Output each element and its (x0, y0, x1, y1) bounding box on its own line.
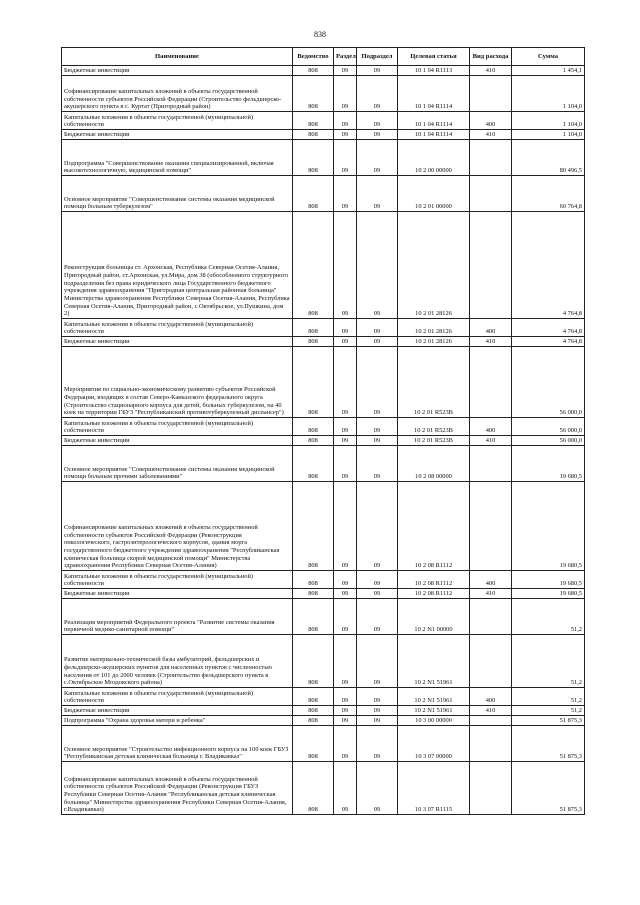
table-row (62, 589, 585, 599)
cell-podr: 09 (357, 446, 398, 482)
cell-razd: 09 (334, 635, 357, 688)
cell-cel: 10 1 04 R1114 (398, 130, 470, 140)
cell-razd: 09 (334, 571, 357, 589)
cell-sum: 1 104,0 (512, 112, 585, 130)
cell-sum: 51,2 (512, 706, 585, 716)
cell-name: Бюджетные инвестиции (62, 130, 293, 140)
cell-razd: 09 (334, 482, 357, 571)
table-row (62, 635, 585, 688)
cell-sum: 51 875,3 (512, 716, 585, 726)
table-row (62, 66, 585, 76)
cell-sum: 51 875,3 (512, 762, 585, 815)
cell-ved: 808 (293, 482, 334, 571)
cell-razd: 09 (334, 347, 357, 418)
cell-cel: 10 2 00 00000 (398, 140, 470, 176)
cell-ved: 808 (293, 599, 334, 635)
cell-podr: 09 (357, 599, 398, 635)
cell-vid (470, 599, 512, 635)
table-row (62, 599, 585, 635)
cell-podr: 09 (357, 635, 398, 688)
cell-vid: 410 (470, 337, 512, 347)
cell-name: Бюджетные инвестиции (62, 589, 293, 599)
cell-razd: 09 (334, 446, 357, 482)
cell-vid (470, 176, 512, 212)
cell-ved: 808 (293, 66, 334, 76)
cell-name: Основное мероприятие "Совершенствование системы оказания медицинской помощи больным прочими заболеваниями" (62, 446, 293, 482)
table-row (62, 726, 585, 762)
cell-name: Бюджетные инвестиции (62, 436, 293, 446)
cell-sum: 51,2 (512, 688, 585, 706)
table-row (62, 436, 585, 446)
cell-vid: 410 (470, 66, 512, 76)
cell-name: Софинансирование капитальных вложений в объекты государственной собственности субъектов Российской Федерации (Реконструкция онкологического, гастроэнтерологического корпусов, здания морга государственного бюджетного учреждения здравоохранения "Республиканская клиническая больница скорой медицинской помощи" Министерства здравоохранения Республики Северная Осетия-Алания) (62, 482, 293, 571)
cell-name: Подпрограмма "Совершенствование оказания специализированной, включая высокотехнологичную, медицинской помощи" (62, 140, 293, 176)
budget-table (61, 47, 585, 815)
cell-name: Капитальные вложения в объекты государственной (муниципальной) собственности (62, 688, 293, 706)
table-row (62, 688, 585, 706)
cell-razd: 09 (334, 130, 357, 140)
cell-vid: 400 (470, 319, 512, 337)
cell-razd: 09 (334, 589, 357, 599)
cell-cel: 10 3 00 00000 (398, 716, 470, 726)
header-name: Наименование (62, 48, 293, 66)
cell-cel: 10 2 01 R523В (398, 418, 470, 436)
cell-sum: 1 104,0 (512, 76, 585, 112)
cell-name: Основное мероприятие "Строительство инфекционного корпуса на 100 коек ГБУЗ "Республиканская детская клиническая больница г. Владикавказ" (62, 726, 293, 762)
cell-cel: 10 2 08 R1112 (398, 482, 470, 571)
cell-name: Реализация мероприятий Федерального проекта "Развитие системы оказания первичной медико-санитарной помощи" (62, 599, 293, 635)
table-row (62, 706, 585, 716)
cell-ved: 808 (293, 418, 334, 436)
cell-cel: 10 1 04 R1113 (398, 66, 470, 76)
cell-razd: 09 (334, 418, 357, 436)
cell-podr: 09 (357, 418, 398, 436)
table-row (62, 762, 585, 815)
cell-vid (470, 347, 512, 418)
page-number: 838 (314, 30, 326, 39)
cell-razd: 09 (334, 112, 357, 130)
cell-cel: 10 3 07 00000 (398, 726, 470, 762)
cell-ved: 808 (293, 688, 334, 706)
table-row (62, 337, 585, 347)
cell-ved: 808 (293, 176, 334, 212)
cell-vid (470, 635, 512, 688)
header-cel: Целевая статья (398, 48, 470, 66)
table-row (62, 716, 585, 726)
cell-name: Капитальные вложения в объекты государственной (муниципальной) собственности (62, 112, 293, 130)
cell-podr: 09 (357, 76, 398, 112)
cell-podr: 09 (357, 589, 398, 599)
cell-ved: 808 (293, 347, 334, 418)
cell-cel: 10 2 N1 51961 (398, 688, 470, 706)
header-sum: Сумма (512, 48, 585, 66)
cell-podr: 09 (357, 482, 398, 571)
cell-sum: 19 680,5 (512, 446, 585, 482)
cell-razd: 09 (334, 337, 357, 347)
cell-podr: 09 (357, 706, 398, 716)
cell-podr: 09 (357, 140, 398, 176)
cell-podr: 09 (357, 319, 398, 337)
cell-podr: 09 (357, 726, 398, 762)
cell-cel: 10 2 01 R523В (398, 347, 470, 418)
cell-ved: 808 (293, 76, 334, 112)
header-podr: Подраздел (357, 48, 398, 66)
cell-name: Капитальные вложения в объекты государственной (муниципальной) собственности (62, 571, 293, 589)
cell-podr: 09 (357, 66, 398, 76)
cell-name: Капитальные вложения в объекты государственной (муниципальной) собственности (62, 319, 293, 337)
cell-cel: 10 3 07 R1115 (398, 762, 470, 815)
header-vid: Вид расхода (470, 48, 512, 66)
cell-sum: 19 680,5 (512, 571, 585, 589)
cell-vid (470, 482, 512, 571)
cell-sum: 51,2 (512, 599, 585, 635)
cell-sum: 4 764,8 (512, 337, 585, 347)
header-razd: Раздел (334, 48, 357, 66)
cell-cel: 10 2 08 00000 (398, 446, 470, 482)
cell-vid (470, 716, 512, 726)
cell-vid (470, 762, 512, 815)
cell-sum: 56 000,0 (512, 418, 585, 436)
cell-cel: 10 2 N1 51961 (398, 706, 470, 716)
cell-name: Софинансирование капитальных вложений в объекты государственной собственности субъектов Российской Федерации (Строительство фельдшерско-акушерского пункта в с. Куртат (Пригородный район) (62, 76, 293, 112)
cell-ved: 808 (293, 319, 334, 337)
cell-razd: 09 (334, 688, 357, 706)
table-row (62, 482, 585, 571)
cell-razd: 09 (334, 599, 357, 635)
cell-name: Софинансирование капитальных вложений в объекты государственной собственности субъектов Российской Федерации (Реконструкция ГБУЗ Республики Северная Осетия-Алания "Республиканская детская клиническая больница" Министерства здравоохранения Республики Северная Осетия-Алания, г.Владикавказ) (62, 762, 293, 815)
cell-vid (470, 446, 512, 482)
cell-name: Подпрограмма "Охрана здоровья матери и ребенка" (62, 716, 293, 726)
cell-vid: 410 (470, 436, 512, 446)
cell-podr: 09 (357, 337, 398, 347)
cell-sum: 56 000,0 (512, 436, 585, 446)
cell-sum: 1 454,1 (512, 66, 585, 76)
cell-ved: 808 (293, 762, 334, 815)
cell-razd: 09 (334, 66, 357, 76)
cell-ved: 808 (293, 140, 334, 176)
cell-sum: 4 764,8 (512, 319, 585, 337)
cell-vid: 400 (470, 688, 512, 706)
cell-cel: 10 2 01 28126 (398, 319, 470, 337)
cell-name: Развитие материально-технической базы амбулаторий, фельдшерских и фельдшерско-акушерских пунктов для населенных пунктов с численностью населения от 101 до 2000 человек (Строительство фельдшерского пункта в с.Октябрьское Моздокского района) (62, 635, 293, 688)
cell-podr: 09 (357, 762, 398, 815)
cell-sum: 51,2 (512, 635, 585, 688)
cell-sum: 51 875,3 (512, 726, 585, 762)
table-row (62, 319, 585, 337)
header-ved: Ведомство (293, 48, 334, 66)
cell-ved: 808 (293, 337, 334, 347)
cell-ved: 808 (293, 212, 334, 319)
cell-vid: 410 (470, 706, 512, 716)
cell-razd: 09 (334, 726, 357, 762)
table-body (62, 66, 585, 815)
cell-podr: 09 (357, 688, 398, 706)
cell-ved: 808 (293, 589, 334, 599)
cell-cel: 10 2 01 00000 (398, 176, 470, 212)
cell-ved: 808 (293, 112, 334, 130)
cell-sum: 60 764,8 (512, 176, 585, 212)
cell-podr: 09 (357, 212, 398, 319)
cell-razd: 09 (334, 76, 357, 112)
cell-sum: 56 000,0 (512, 347, 585, 418)
cell-cel: 10 1 04 R1114 (398, 76, 470, 112)
cell-cel: 10 1 04 R1114 (398, 112, 470, 130)
table-row (62, 347, 585, 418)
cell-razd: 09 (334, 212, 357, 319)
table-row (62, 446, 585, 482)
cell-podr: 09 (357, 130, 398, 140)
cell-sum: 19 680,5 (512, 482, 585, 571)
cell-razd: 09 (334, 706, 357, 716)
cell-sum: 1 104,0 (512, 130, 585, 140)
cell-ved: 808 (293, 716, 334, 726)
table-header-row (62, 48, 585, 66)
cell-ved: 808 (293, 635, 334, 688)
cell-vid (470, 212, 512, 319)
cell-podr: 09 (357, 716, 398, 726)
cell-name: Бюджетные инвестиции (62, 66, 293, 76)
cell-name: Бюджетные инвестиции (62, 706, 293, 716)
cell-podr: 09 (357, 571, 398, 589)
cell-vid: 400 (470, 112, 512, 130)
cell-name: Реконструкция больницы ст. Архонская, Республика Северная Осетия-Алания, Пригородный район, ст.Архонская, ул.Мира, дом 38 (обособленного структурного подразделения без права юридического лица Государственного бюджетного учреждения здравоохранения "Пригородная центральная районная больница" Министерства здравоохранения Республики Северная Осетия-Алания, Республика Северная Осетия-Алания, Пригородный район, с.Октябрьское, ул.Пушкина, дом 2) (62, 212, 293, 319)
table-row (62, 212, 585, 319)
cell-name: Мероприятия по социально-экономическому развитию субъектов Российской Федерации, входящих в состав Северо-Кавказского федерального округа (Строительство стационарного корпуса для детей, больных туберкулезом, на 40 коек на территории ГБУЗ "Республиканский противотуберкулезный диспансер") (62, 347, 293, 418)
cell-razd: 09 (334, 762, 357, 815)
cell-podr: 09 (357, 176, 398, 212)
table-row (62, 140, 585, 176)
cell-vid: 400 (470, 571, 512, 589)
cell-cel: 10 2 N1 51961 (398, 635, 470, 688)
cell-ved: 808 (293, 706, 334, 716)
cell-cel: 10 2 08 R1112 (398, 571, 470, 589)
cell-cel: 10 2 08 R1112 (398, 589, 470, 599)
cell-vid: 410 (470, 130, 512, 140)
table-row (62, 176, 585, 212)
cell-podr: 09 (357, 347, 398, 418)
cell-vid: 400 (470, 418, 512, 436)
cell-razd: 09 (334, 436, 357, 446)
cell-name: Бюджетные инвестиции (62, 337, 293, 347)
cell-vid (470, 76, 512, 112)
cell-sum: 4 764,8 (512, 212, 585, 319)
cell-razd: 09 (334, 716, 357, 726)
table-row (62, 418, 585, 436)
cell-sum: 80 496,5 (512, 140, 585, 176)
cell-ved: 808 (293, 130, 334, 140)
cell-cel: 10 2 N1 00000 (398, 599, 470, 635)
cell-cel: 10 2 01 28126 (398, 212, 470, 319)
cell-ved: 808 (293, 571, 334, 589)
table-row (62, 112, 585, 130)
cell-ved: 808 (293, 436, 334, 446)
cell-razd: 09 (334, 319, 357, 337)
cell-ved: 808 (293, 446, 334, 482)
cell-vid (470, 140, 512, 176)
cell-razd: 09 (334, 140, 357, 176)
cell-cel: 10 2 01 28126 (398, 337, 470, 347)
cell-vid (470, 726, 512, 762)
cell-name: Капитальные вложения в объекты государственной (муниципальной) собственности (62, 418, 293, 436)
table-row (62, 76, 585, 112)
cell-podr: 09 (357, 436, 398, 446)
cell-podr: 09 (357, 112, 398, 130)
cell-sum: 19 680,5 (512, 589, 585, 599)
cell-ved: 808 (293, 726, 334, 762)
cell-vid: 410 (470, 589, 512, 599)
table-row (62, 571, 585, 589)
cell-razd: 09 (334, 176, 357, 212)
cell-name: Основное мероприятие "Совершенствование системы оказания медицинской помощи больным туберкулезом" (62, 176, 293, 212)
cell-cel: 10 2 01 R523В (398, 436, 470, 446)
table-row (62, 130, 585, 140)
